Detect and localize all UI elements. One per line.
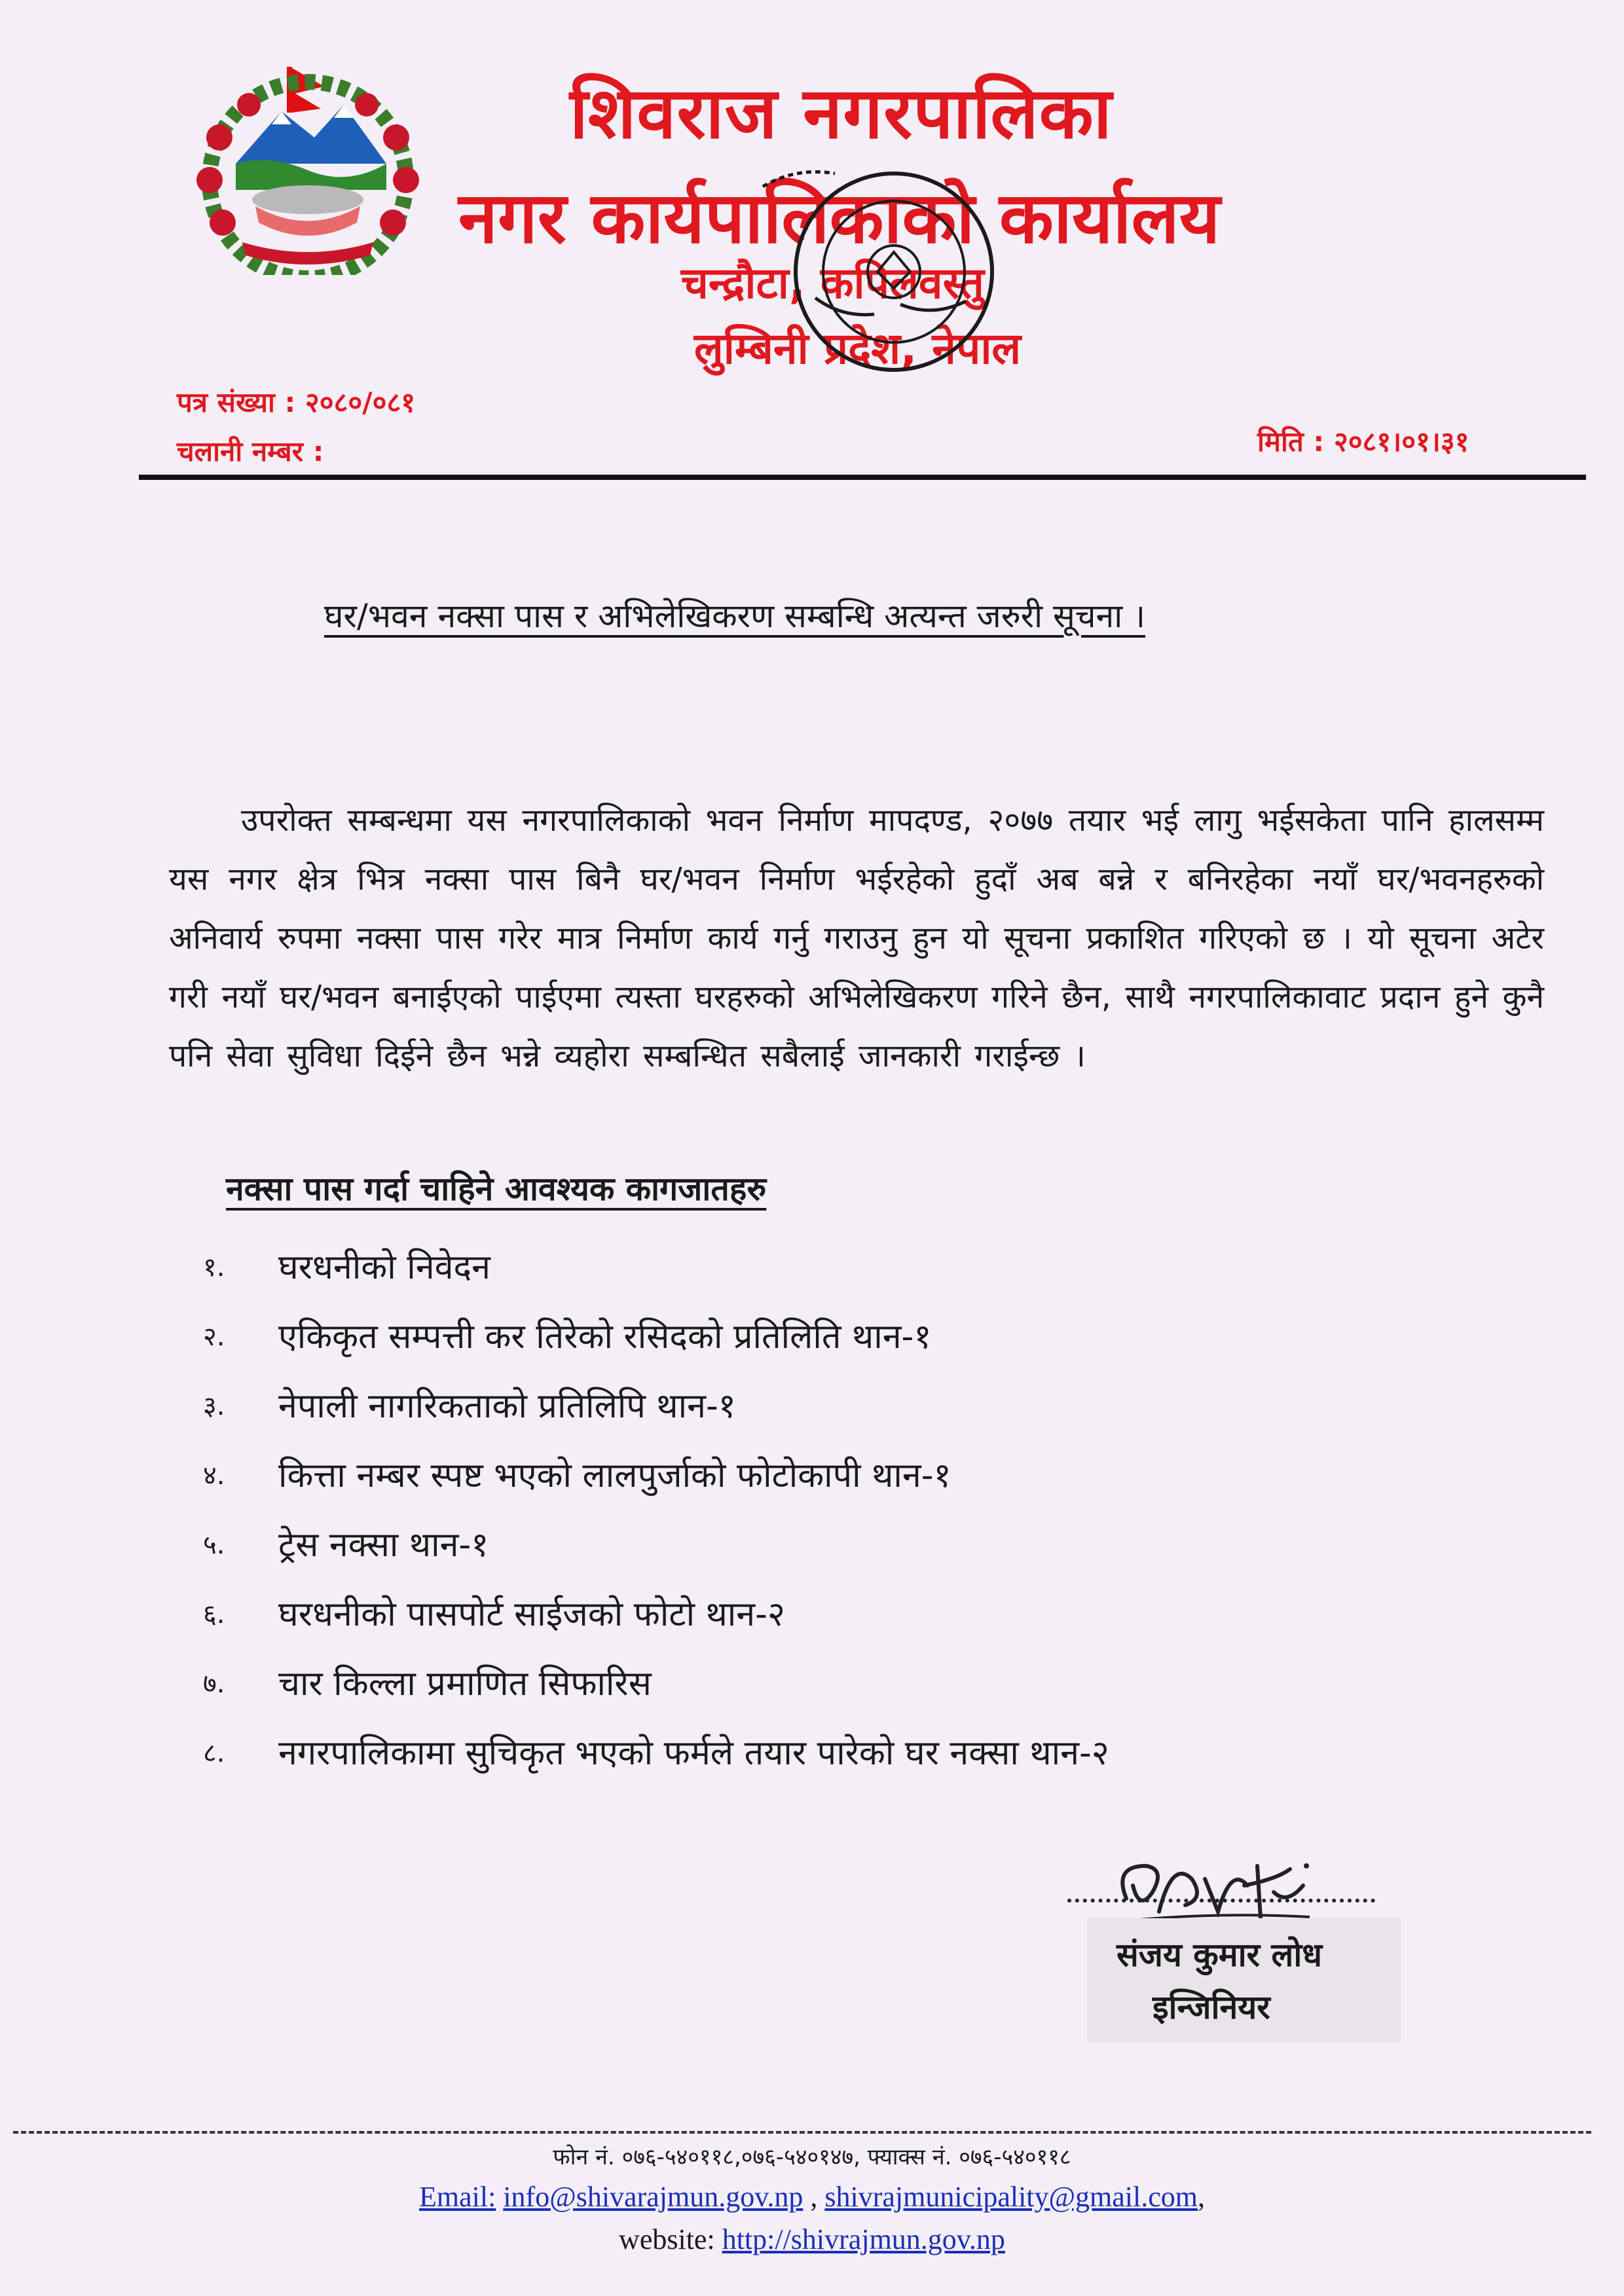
list-item-text: कित्ता नम्बर स्पष्ट भएको लालपुर्जाको फोटोकापी थान-१	[278, 1455, 951, 1495]
footer-phone-fax: फोन नं. ०७६-५४०११८,०७६-५४०१४७, फ्याक्स नं. ०७६-५४०११८	[553, 2144, 1071, 2170]
notice-subject: घर/भवन नक्सा पास र अभिलेखिकरण सम्बन्धि अत्यन्त जरुरी सूचना ।	[324, 597, 1146, 635]
header-divider	[139, 475, 1586, 480]
list-item	[203, 1439, 1109, 1508]
email-trailing-comma: ,	[1198, 2181, 1205, 2213]
date-label: मिति :	[1257, 426, 1325, 458]
signatory-name: संजय कुमार लोध	[1116, 1936, 1323, 1974]
list-item-text: घरधनीको निवेदन	[278, 1247, 490, 1287]
date-value: २०८१।०१।३१	[1333, 426, 1469, 458]
list-item	[203, 1508, 1109, 1578]
list-item-text: चार किल्ला प्रमाणित सिफारिस	[278, 1664, 652, 1704]
list-item	[203, 1231, 1109, 1300]
office-name: नगर कार्यपालिकाको कार्यालय	[458, 177, 1221, 259]
list-item-number: ३.	[203, 1391, 225, 1421]
list-item-number: ४.	[203, 1460, 225, 1491]
email-separator: ,	[810, 2181, 818, 2213]
nepal-emblem-icon	[190, 65, 426, 275]
list-item-number: २.	[203, 1321, 225, 1352]
list-item-text: नेपाली नागरिकताको प्रतिलिपि थान-१	[278, 1386, 736, 1426]
letter-number-label: पत्र संख्या :	[177, 386, 296, 418]
signatory-title: इन्जिनियर	[1153, 1988, 1270, 2026]
list-item	[203, 1647, 1109, 1717]
list-item-text: ट्रेस नक्सा थान-१	[278, 1525, 489, 1565]
website-link[interactable]: http://shivrajmun.gov.np	[722, 2223, 1005, 2255]
signature-line	[1067, 1899, 1375, 1903]
list-item	[203, 1578, 1109, 1647]
date-row	[1257, 422, 1469, 460]
email-link-primary[interactable]: info@shivarajmun.gov.np	[503, 2181, 803, 2213]
dispatch-number-label: चलानी नम्बर :	[177, 435, 324, 467]
list-item	[203, 1370, 1109, 1439]
list-item	[203, 1300, 1109, 1370]
list-item-number: ७.	[203, 1668, 225, 1699]
letter-number-row	[177, 383, 415, 420]
office-seal-stamp	[743, 147, 1031, 396]
footer-email-row	[0, 2180, 1624, 2214]
notice-body: उपरोक्त सम्बन्धमा यस नगरपालिकाको भवन निर्माण मापदण्ड, २०७७ तयार भई लागु भईसकेता पानि हालसम्म यस नगर क्षेत्र भित्र नक्सा पास बिनै घर/भवन निर्माण भईरहेको हुदाँ अब बन्ने र बनिरहेका नयाँ घर/भवनहरुको अनिवार्य रुपमा नक्सा पास गरेर मात्र निर्माण कार्य गर्नु गराउनु हुन यो सूचना प्रकाशित गरिएको छ । यो सूचना अटेर गरी नयाँ घर/भवन बनाईएको पाईएमा त्यस्ता घरहरुको अभिलेखिकरण गरिने छैन, साथै नगरपालिकावाट प्रदान हुने कुनै पनि सेवा सुविधा दिईने छैन भन्ने व्यहोरा सम्बन्धित सबैलाई जानकारी गराईन्छ ।	[169, 802, 1544, 1074]
municipality-name: शिवराज नगरपालिका	[570, 73, 1113, 155]
address-line-2: लुम्बिनी प्रदेश, नेपाल	[694, 323, 1022, 374]
letter-number-value: २०८०/०८१	[304, 386, 416, 418]
list-item-text: एकिकृत सम्पत्ती कर तिरेको रसिदको प्रतिलिति थान-१	[278, 1317, 932, 1357]
list-item-text: नगरपालिकामा सुचिकृत भएको फर्मले तयार पारेको घर नक्सा थान-२	[278, 1733, 1109, 1773]
email-link-secondary[interactable]: shivrajmunicipality@gmail.com	[824, 2181, 1198, 2213]
address-line-1: चन्द्रौटा, कपिलवस्तु	[681, 258, 984, 308]
footer-divider	[13, 2131, 1591, 2134]
requirements-list	[203, 1231, 1109, 1786]
list-item-number: १.	[203, 1252, 225, 1283]
requirements-heading: नक्सा पास गर्दा चाहिने आवश्यक कागजातहरु	[226, 1170, 767, 1208]
list-item-number: ८.	[203, 1738, 225, 1768]
list-item-text: घरधनीको पासपोर्ट साईजको फोटो थान-२	[278, 1594, 785, 1634]
footer-website-row	[0, 2223, 1624, 2256]
website-label: website:	[619, 2223, 715, 2255]
list-item	[203, 1717, 1109, 1786]
email-label: Email:	[419, 2181, 496, 2213]
list-item-number: ६.	[203, 1599, 225, 1630]
list-item-number: ५.	[203, 1529, 225, 1560]
